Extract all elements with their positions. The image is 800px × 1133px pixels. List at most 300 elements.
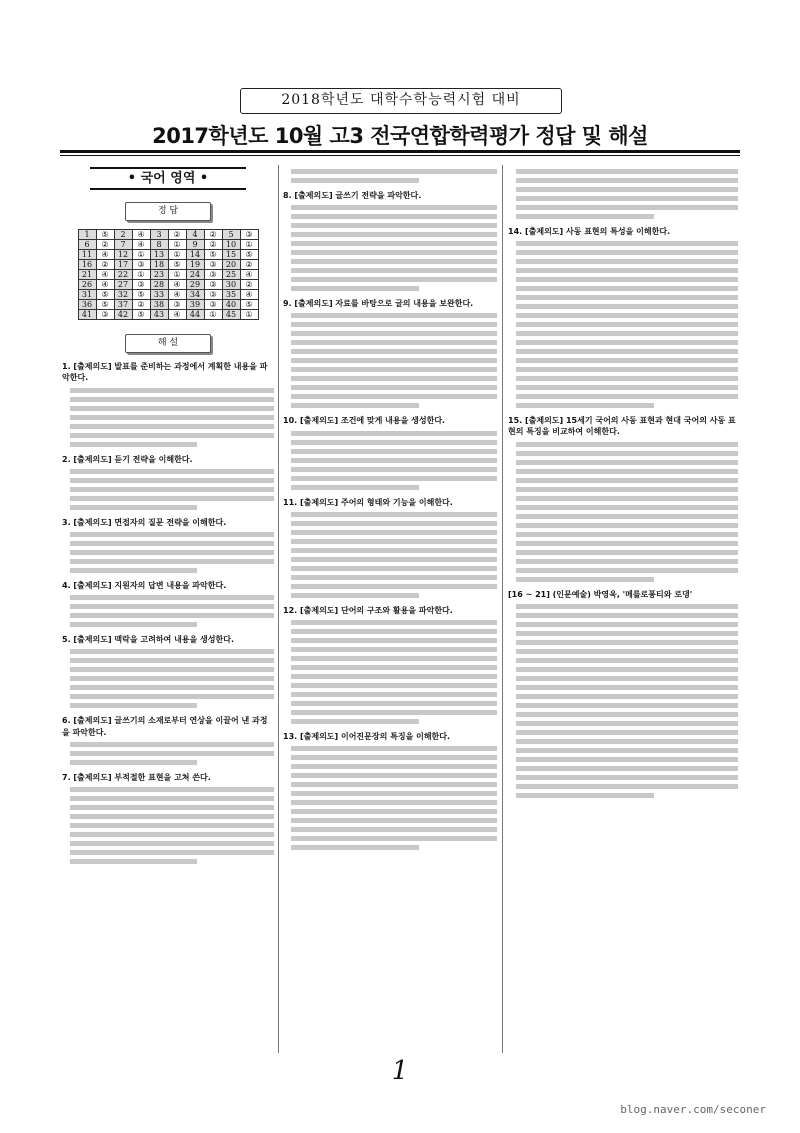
answer-cell: ⑤ [240, 300, 258, 310]
question-heading: [16 ~ 21] (인문예술) 박영욱, '메를로퐁티와 로댕' [508, 589, 693, 599]
question-number-cell: 43 [150, 310, 168, 320]
question-number-cell: 22 [114, 270, 132, 280]
text-line-placeholder [70, 823, 274, 828]
text-line-placeholder [291, 575, 497, 580]
question-number-cell: 31 [78, 290, 96, 300]
answer-cell: ⑤ [240, 250, 258, 260]
text-line-placeholder [516, 460, 738, 465]
text-line-placeholder [516, 775, 738, 780]
text-line-placeholder [291, 827, 497, 832]
text-line-placeholder [516, 349, 738, 354]
paragraph-placeholder [508, 442, 738, 582]
text-line-placeholder [516, 322, 738, 327]
document-title: 2017학년도 10월 고3 전국연합학력평가 정답 및 해설 [152, 124, 648, 148]
question-number-cell: 44 [186, 310, 204, 320]
answer-cell: ③ [204, 300, 222, 310]
text-line-placeholder [70, 760, 197, 765]
text-line-placeholder [516, 676, 738, 681]
text-line-placeholder [70, 541, 274, 546]
question-heading: 2. [출제의도] 듣기 전략을 이해한다. [62, 454, 193, 464]
text-line-placeholder [516, 169, 738, 174]
text-line-placeholder [291, 683, 497, 688]
question-heading: 8. [출제의도] 글쓰기 전략을 파악한다. [283, 191, 422, 200]
text-line-placeholder [291, 232, 497, 237]
text-line-placeholder [291, 665, 497, 670]
question-number-cell: 3 [150, 230, 168, 240]
text-line-placeholder [291, 764, 497, 769]
text-line-placeholder [516, 757, 738, 762]
text-line-placeholder [516, 442, 738, 447]
question-heading: 6. [출제의도] 글쓰기의 소재로부터 연상을 이끌어 낸 과정을 파악한다. [62, 716, 268, 737]
question-number-cell: 11 [78, 250, 96, 260]
text-line-placeholder [516, 205, 738, 210]
text-line-placeholder [70, 550, 274, 555]
text-line-placeholder [291, 593, 419, 598]
answer-cell: ① [132, 270, 150, 280]
answer-cell: ④ [240, 290, 258, 300]
text-line-placeholder [291, 521, 497, 526]
text-line-placeholder [516, 685, 738, 690]
text-line-placeholder [516, 250, 738, 255]
text-line-placeholder [70, 841, 274, 846]
text-line-placeholder [70, 805, 274, 810]
paragraph-placeholder [62, 532, 274, 573]
answer-cell: ② [96, 260, 114, 270]
text-line-placeholder [291, 539, 497, 544]
text-line-placeholder [291, 512, 497, 517]
text-line-placeholder [291, 566, 497, 571]
answer-row [78, 240, 258, 250]
answer-cell: ⑤ [96, 290, 114, 300]
question-number-cell: 25 [222, 270, 240, 280]
paragraph-placeholder [283, 431, 497, 490]
question-number-cell: 35 [222, 290, 240, 300]
text-line-placeholder [516, 739, 738, 744]
question-number-cell: 1 [78, 230, 96, 240]
text-line-placeholder [291, 214, 497, 219]
paragraph-placeholder [508, 169, 738, 219]
text-line-placeholder [516, 577, 654, 582]
answer-row [78, 230, 258, 240]
text-line-placeholder [70, 850, 274, 855]
answer-cell: ① [240, 310, 258, 320]
answer-cell: ③ [204, 290, 222, 300]
question-number-cell: 17 [114, 260, 132, 270]
exam-banner: 2018학년도 대학수학능력시험 대비 [240, 88, 562, 114]
text-line-placeholder [70, 859, 197, 864]
answer-cell: ① [204, 310, 222, 320]
answer-cell: ① [168, 240, 186, 250]
text-line-placeholder [516, 178, 738, 183]
question-number-cell: 8 [150, 240, 168, 250]
question-number-cell: 37 [114, 300, 132, 310]
answer-cell: ④ [96, 270, 114, 280]
text-line-placeholder [291, 629, 497, 634]
question-number-cell: 28 [150, 280, 168, 290]
text-line-placeholder [516, 187, 738, 192]
text-line-placeholder [291, 620, 497, 625]
text-line-placeholder [516, 214, 654, 219]
question-number-cell: 34 [186, 290, 204, 300]
answer-key-label: 정 답 [125, 202, 211, 221]
title-rule-thin [60, 155, 740, 156]
answer-cell: ② [168, 230, 186, 240]
question-number-cell: 30 [222, 280, 240, 290]
question-number-cell: 27 [114, 280, 132, 290]
text-line-placeholder [516, 694, 738, 699]
text-line-placeholder [516, 340, 738, 345]
text-line-placeholder [70, 796, 274, 801]
answer-cell: ③ [132, 260, 150, 270]
question-number-cell: 39 [186, 300, 204, 310]
text-line-placeholder [70, 649, 274, 654]
text-line-placeholder [291, 467, 497, 472]
text-line-placeholder [70, 478, 274, 483]
text-line-placeholder [516, 622, 738, 627]
question-number-cell: 45 [222, 310, 240, 320]
text-line-placeholder [291, 268, 497, 273]
text-line-placeholder [70, 613, 274, 618]
text-line-placeholder [291, 449, 497, 454]
text-line-placeholder [70, 487, 274, 492]
question-number-cell: 7 [114, 240, 132, 250]
answer-cell: ② [204, 230, 222, 240]
text-line-placeholder [291, 349, 497, 354]
text-line-placeholder [516, 559, 738, 564]
answer-cell: ① [168, 250, 186, 260]
answer-row [78, 280, 258, 290]
page-number: 1 [391, 1056, 409, 1086]
question-number-cell: 23 [150, 270, 168, 280]
text-line-placeholder [516, 367, 738, 372]
answer-cell: ④ [240, 270, 258, 280]
answer-key-table [78, 229, 259, 320]
text-line-placeholder [516, 331, 738, 336]
answer-cell: ④ [168, 310, 186, 320]
text-line-placeholder [70, 424, 274, 429]
answer-cell: ② [96, 240, 114, 250]
answer-cell: ④ [132, 240, 150, 250]
text-line-placeholder [516, 658, 738, 663]
text-line-placeholder [516, 286, 738, 291]
question-heading: 11. [출제의도] 주어의 형태와 기능을 이해한다. [283, 497, 453, 507]
text-line-placeholder [291, 376, 497, 381]
paragraph-placeholder [283, 205, 497, 291]
answer-cell: ④ [96, 250, 114, 260]
title-rule-thick [60, 150, 740, 153]
subject-heading: • 국어 영역 • [90, 167, 246, 190]
question-heading: 4. [출제의도] 지원자의 답변 내용을 파악한다. [62, 581, 227, 591]
explanation-label: 해 설 [125, 334, 211, 353]
answer-cell: ⑤ [168, 260, 186, 270]
text-line-placeholder [516, 541, 738, 546]
text-line-placeholder [291, 809, 497, 814]
question-number-cell: 9 [186, 240, 204, 250]
text-line-placeholder [291, 647, 497, 652]
answer-cell: ⑤ [132, 310, 150, 320]
text-line-placeholder [70, 814, 274, 819]
paragraph-placeholder [283, 313, 497, 408]
text-line-placeholder [516, 241, 738, 246]
question-number-cell: 21 [78, 270, 96, 280]
text-line-placeholder [516, 649, 738, 654]
text-line-placeholder [70, 832, 274, 837]
text-line-placeholder [70, 658, 274, 663]
text-line-placeholder [291, 169, 497, 174]
text-line-placeholder [70, 787, 274, 792]
text-line-placeholder [291, 548, 497, 553]
text-line-placeholder [291, 250, 497, 255]
question-heading: 15. [출제의도] 15세기 국어의 사동 표현과 현대 국어의 사동 표현의 특징을 비교하여 이해한다. [508, 416, 736, 437]
text-line-placeholder [291, 431, 497, 436]
paragraph-placeholder [62, 787, 274, 864]
text-line-placeholder [70, 694, 274, 699]
text-line-placeholder [516, 730, 738, 735]
text-line-placeholder [516, 766, 738, 771]
text-line-placeholder [291, 241, 497, 246]
question-number-cell: 40 [222, 300, 240, 310]
text-line-placeholder [291, 818, 497, 823]
text-line-placeholder [516, 784, 738, 789]
question-number-cell: 6 [78, 240, 96, 250]
text-line-placeholder [70, 667, 274, 672]
text-line-placeholder [70, 751, 274, 756]
text-line-placeholder [516, 613, 738, 618]
text-line-placeholder [516, 295, 738, 300]
text-line-placeholder [291, 836, 497, 841]
text-line-placeholder [291, 403, 419, 408]
text-line-placeholder [291, 755, 497, 760]
paragraph-placeholder [508, 604, 738, 798]
answer-cell: ③ [168, 300, 186, 310]
text-line-placeholder [291, 710, 497, 715]
question-heading: 10. [출제의도] 조건에 맞게 내용을 생성한다. [283, 416, 446, 426]
answer-cell: ② [240, 280, 258, 290]
answer-cell: ③ [132, 280, 150, 290]
text-line-placeholder [291, 322, 497, 327]
question-number-cell: 29 [186, 280, 204, 290]
text-line-placeholder [291, 701, 497, 706]
text-line-placeholder [291, 394, 497, 399]
question-heading: 14. [출제의도] 사동 표현의 특성을 이해한다. [508, 227, 671, 236]
text-line-placeholder [516, 523, 738, 528]
answer-cell: ④ [168, 290, 186, 300]
text-line-placeholder [291, 313, 497, 318]
text-line-placeholder [516, 640, 738, 645]
question-number-cell: 42 [114, 310, 132, 320]
text-line-placeholder [516, 451, 738, 456]
question-number-cell: 12 [114, 250, 132, 260]
text-line-placeholder [70, 559, 274, 564]
text-line-placeholder [291, 746, 497, 751]
text-line-placeholder [291, 638, 497, 643]
text-line-placeholder [516, 358, 738, 363]
text-line-placeholder [70, 496, 274, 501]
question-number-cell: 16 [78, 260, 96, 270]
answer-cell: ① [240, 240, 258, 250]
answer-cell: ① [168, 270, 186, 280]
text-line-placeholder [516, 469, 738, 474]
text-line-placeholder [291, 286, 419, 291]
text-line-placeholder [516, 403, 654, 408]
text-line-placeholder [516, 748, 738, 753]
question-number-cell: 10 [222, 240, 240, 250]
answer-cell: ③ [240, 230, 258, 240]
text-line-placeholder [516, 313, 738, 318]
text-line-placeholder [516, 478, 738, 483]
answer-row [78, 290, 258, 300]
paragraph-placeholder [62, 742, 274, 765]
question-number-cell: 18 [150, 260, 168, 270]
text-line-placeholder [516, 268, 738, 273]
question-number-cell: 24 [186, 270, 204, 280]
text-line-placeholder [291, 178, 419, 183]
column-separator [278, 165, 279, 1053]
text-line-placeholder [291, 259, 497, 264]
column-3 [508, 165, 738, 798]
text-line-placeholder [516, 259, 738, 264]
question-number-cell: 33 [150, 290, 168, 300]
answer-row [78, 260, 258, 270]
answer-row [78, 270, 258, 280]
answer-cell: ③ [204, 260, 222, 270]
text-line-placeholder [516, 514, 738, 519]
text-line-placeholder [516, 394, 738, 399]
text-line-placeholder [70, 676, 274, 681]
question-number-cell: 36 [78, 300, 96, 310]
text-line-placeholder [291, 692, 497, 697]
text-line-placeholder [70, 469, 274, 474]
text-line-placeholder [291, 845, 419, 850]
text-line-placeholder [516, 712, 738, 717]
question-number-cell: 5 [222, 230, 240, 240]
answer-cell: ⑤ [132, 290, 150, 300]
text-line-placeholder [291, 485, 419, 490]
text-line-placeholder [70, 388, 274, 393]
text-line-placeholder [516, 550, 738, 555]
answer-row [78, 250, 258, 260]
paragraph-placeholder [62, 595, 274, 627]
answer-cell: ④ [132, 230, 150, 240]
text-line-placeholder [291, 385, 497, 390]
paragraph-placeholder [62, 469, 274, 510]
answer-cell: ⑤ [96, 300, 114, 310]
text-line-placeholder [516, 631, 738, 636]
answer-cell: ③ [204, 270, 222, 280]
question-number-cell: 13 [150, 250, 168, 260]
text-line-placeholder [516, 376, 738, 381]
paragraph-placeholder [508, 241, 738, 408]
text-line-placeholder [70, 397, 274, 402]
text-line-placeholder [516, 667, 738, 672]
text-line-placeholder [291, 476, 497, 481]
question-heading: 5. [출제의도] 맥락을 고려하여 내용을 생성한다. [62, 635, 234, 645]
text-line-placeholder [70, 604, 274, 609]
text-line-placeholder [70, 532, 274, 537]
question-heading: 9. [출제의도] 자료를 바탕으로 글의 내용을 보완한다. [283, 299, 474, 309]
text-line-placeholder [516, 793, 654, 798]
question-heading: 7. [출제의도] 부적절한 표현을 고쳐 쓴다. [62, 772, 211, 782]
paragraph-placeholder [62, 388, 274, 447]
text-line-placeholder [70, 433, 274, 438]
question-number-cell: 4 [186, 230, 204, 240]
answer-row [78, 310, 258, 320]
column-2 [283, 165, 497, 850]
text-line-placeholder [70, 568, 197, 573]
text-line-placeholder [291, 719, 419, 724]
text-line-placeholder [516, 196, 738, 201]
text-line-placeholder [516, 703, 738, 708]
paragraph-placeholder [283, 512, 497, 598]
question-number-cell: 38 [150, 300, 168, 310]
text-line-placeholder [291, 458, 497, 463]
answer-cell: ③ [204, 280, 222, 290]
question-number-cell: 14 [186, 250, 204, 260]
question-number-cell: 2 [114, 230, 132, 240]
text-line-placeholder [291, 440, 497, 445]
text-line-placeholder [291, 530, 497, 535]
text-line-placeholder [70, 703, 197, 708]
text-line-placeholder [291, 331, 497, 336]
text-line-placeholder [291, 340, 497, 345]
text-line-placeholder [291, 557, 497, 562]
text-line-placeholder [291, 584, 497, 589]
text-line-placeholder [70, 595, 274, 600]
column-separator [502, 165, 503, 1053]
text-line-placeholder [70, 685, 274, 690]
answer-cell: ⑤ [204, 250, 222, 260]
question-number-cell: 20 [222, 260, 240, 270]
text-line-placeholder [516, 487, 738, 492]
answer-cell: ④ [96, 280, 114, 290]
question-heading: 1. [출제의도] 발표를 준비하는 과정에서 계획한 내용을 파악한다. [62, 362, 268, 383]
text-line-placeholder [291, 367, 497, 372]
text-line-placeholder [291, 800, 497, 805]
paragraph-placeholder [62, 649, 274, 708]
text-line-placeholder [291, 358, 497, 363]
text-line-placeholder [70, 442, 197, 447]
answer-cell: ③ [96, 310, 114, 320]
question-number-cell: 19 [186, 260, 204, 270]
text-line-placeholder [70, 742, 274, 747]
text-line-placeholder [291, 773, 497, 778]
text-line-placeholder [291, 656, 497, 661]
answer-cell: ⑤ [96, 230, 114, 240]
answer-cell: ② [240, 260, 258, 270]
question-heading: 3. [출제의도] 면접자의 질문 전략을 이해한다. [62, 517, 227, 527]
text-line-placeholder [516, 532, 738, 537]
text-line-placeholder [516, 604, 738, 609]
text-line-placeholder [516, 385, 738, 390]
question-number-cell: 15 [222, 250, 240, 260]
text-line-placeholder [516, 505, 738, 510]
column-1 [62, 165, 274, 864]
text-line-placeholder [516, 277, 738, 282]
question-heading: 13. [출제의도] 이어진문장의 특징을 이해한다. [283, 732, 451, 742]
answer-cell: ② [204, 240, 222, 250]
text-line-placeholder [70, 622, 197, 627]
text-line-placeholder [291, 782, 497, 787]
paragraph-placeholder [283, 746, 497, 850]
answer-cell: ② [132, 300, 150, 310]
watermark: blog.naver.com/seconer [620, 1103, 766, 1116]
text-line-placeholder [516, 496, 738, 501]
text-line-placeholder [291, 791, 497, 796]
text-line-placeholder [70, 505, 197, 510]
text-line-placeholder [516, 568, 738, 573]
text-line-placeholder [291, 674, 497, 679]
answer-cell: ① [132, 250, 150, 260]
